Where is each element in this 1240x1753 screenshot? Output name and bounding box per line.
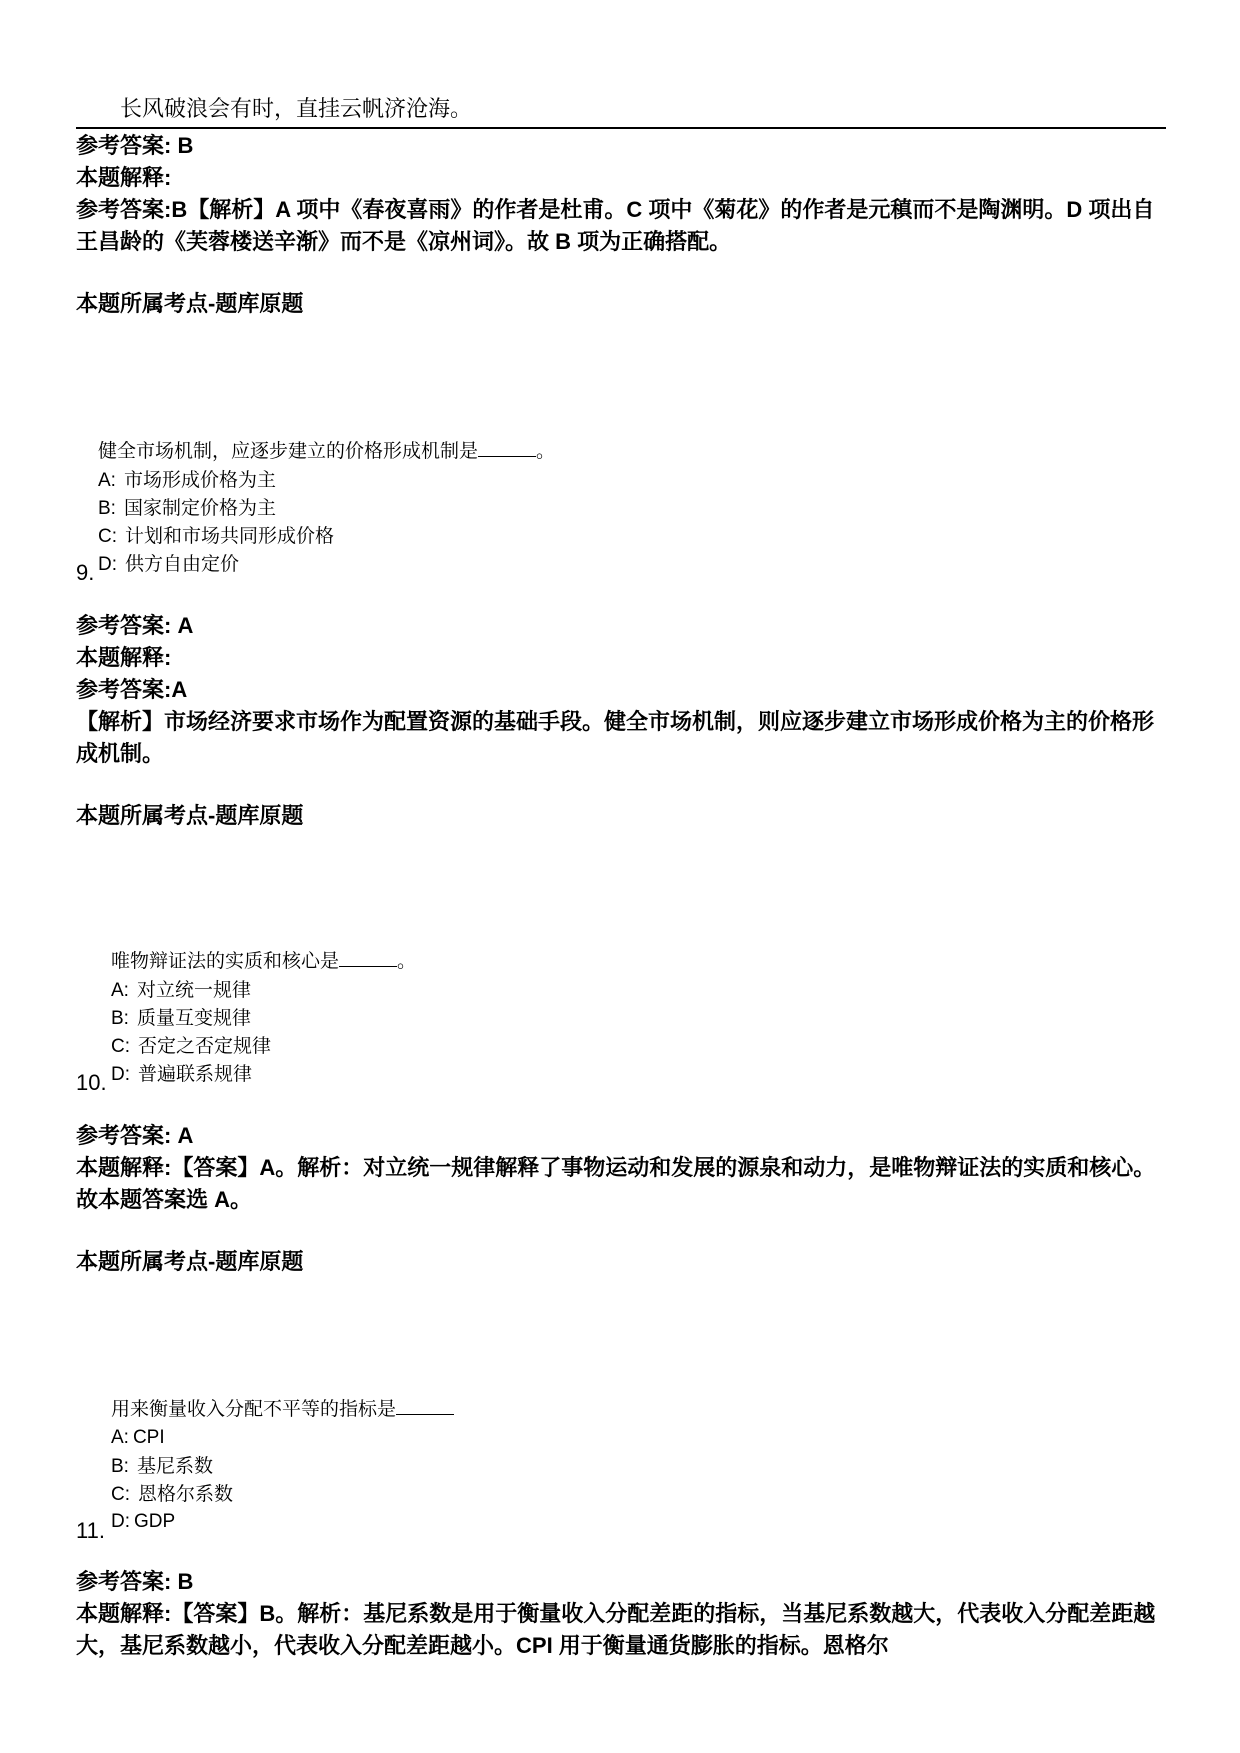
option-text: CPI bbox=[132, 1427, 165, 1448]
option-label: C: bbox=[98, 526, 117, 547]
intro-line: 长风破浪会有时，直挂云帆济沧海。 bbox=[120, 97, 473, 122]
option-11-c bbox=[111, 1480, 233, 1509]
question-10-end: 。 bbox=[397, 950, 417, 972]
option-10-d bbox=[111, 1060, 252, 1089]
option-text: GDP bbox=[134, 1511, 176, 1532]
option-text: 质量互变规律 bbox=[136, 1007, 251, 1029]
answer-8: 参考答案: B bbox=[76, 133, 194, 158]
option-label: D: bbox=[111, 1511, 130, 1532]
question-10 bbox=[111, 948, 416, 973]
divider-line bbox=[76, 127, 1166, 129]
option-label: A: bbox=[98, 470, 116, 491]
option-text: 市场形成价格为主 bbox=[123, 469, 276, 491]
option-text: 普遍联系规律 bbox=[138, 1063, 253, 1085]
explain-text-10: 本题解释:【答案】A。解析：对立统一规律解释了事物运动和发展的源泉和动力，是唯物辩证法的实质和核心。故本题答案选 A。 bbox=[76, 1155, 1156, 1212]
question-10-text: 唯物辩证法的实质和核心是 bbox=[111, 950, 340, 972]
answer-11: 参考答案: B bbox=[76, 1569, 194, 1594]
option-text: 对立统一规律 bbox=[136, 979, 251, 1001]
answer-blank bbox=[478, 438, 536, 457]
option-text: 供方自由定价 bbox=[125, 553, 240, 575]
option-label: A: bbox=[111, 980, 129, 1001]
answer-blank bbox=[339, 948, 397, 967]
question-11 bbox=[111, 1396, 454, 1421]
topic-10: 本题所属考点-题库原题 bbox=[76, 1249, 304, 1274]
option-text: 基尼系数 bbox=[136, 1455, 213, 1477]
topic-9: 本题所属考点-题库原题 bbox=[76, 803, 304, 828]
answer-10: 参考答案: A bbox=[76, 1123, 194, 1148]
option-label: B: bbox=[111, 1008, 129, 1029]
explain-answer-9: 参考答案:A bbox=[76, 677, 188, 702]
option-9-d bbox=[98, 550, 239, 579]
option-9-b bbox=[98, 494, 276, 523]
option-label: C: bbox=[111, 1484, 130, 1505]
question-number-10: 10. bbox=[76, 1070, 107, 1095]
option-label: D: bbox=[98, 554, 117, 575]
option-10-a bbox=[111, 976, 251, 1005]
option-text: 计划和市场共同形成价格 bbox=[125, 525, 335, 547]
explain-text-9: 【解析】市场经济要求市场作为配置资源的基础手段。健全市场机制，则应逐步建立市场形成价格为主的价格形成机制。 bbox=[76, 709, 1155, 766]
option-9-a bbox=[98, 466, 276, 495]
option-text: 国家制定价格为主 bbox=[123, 497, 276, 519]
option-11-b bbox=[111, 1452, 213, 1481]
explain-text-8: 参考答案:B【解析】A 项中《春夜喜雨》的作者是杜甫。C 项中《菊花》的作者是元稹而不是陶渊明。D 项出自王昌龄的《芙蓉楼送辛渐》而不是《凉州词》。故 B 项为正确搭配。 bbox=[76, 197, 1155, 254]
question-9-text: 健全市场机制，应逐步建立的价格形成机制是 bbox=[98, 440, 479, 462]
question-number-11: 11. bbox=[76, 1518, 105, 1543]
option-label: B: bbox=[111, 1456, 129, 1477]
question-9-end: 。 bbox=[536, 440, 556, 462]
answer-blank bbox=[396, 1396, 454, 1415]
option-text: 否定之否定规律 bbox=[138, 1035, 272, 1057]
option-10-b bbox=[111, 1004, 251, 1033]
option-label: D: bbox=[111, 1064, 130, 1085]
explain-label-9: 本题解释: bbox=[76, 645, 172, 670]
question-number-9: 9. bbox=[76, 560, 95, 585]
option-label: B: bbox=[98, 498, 116, 519]
option-9-c bbox=[98, 522, 334, 551]
option-11-a bbox=[111, 1424, 165, 1452]
option-label: C: bbox=[111, 1036, 130, 1057]
answer-9: 参考答案: A bbox=[76, 613, 194, 638]
question-9 bbox=[98, 438, 555, 463]
topic-8: 本题所属考点-题库原题 bbox=[76, 291, 304, 316]
option-text: 恩格尔系数 bbox=[138, 1483, 234, 1505]
question-11-text: 用来衡量收入分配不平等的指标是 bbox=[111, 1398, 397, 1420]
explain-label-8: 本题解释: bbox=[76, 165, 172, 190]
option-label: A: bbox=[111, 1427, 129, 1448]
explain-text-11: 本题解释:【答案】B。解析：基尼系数是用于衡量收入分配差距的指标，当基尼系数越大，代表收入分配差距越大，基尼系数越小，代表收入分配差距越小。CPI 用于衡量通货膨胀的指标。恩格尔 bbox=[76, 1601, 1156, 1658]
option-11-d bbox=[111, 1508, 175, 1536]
option-10-c bbox=[111, 1032, 271, 1061]
